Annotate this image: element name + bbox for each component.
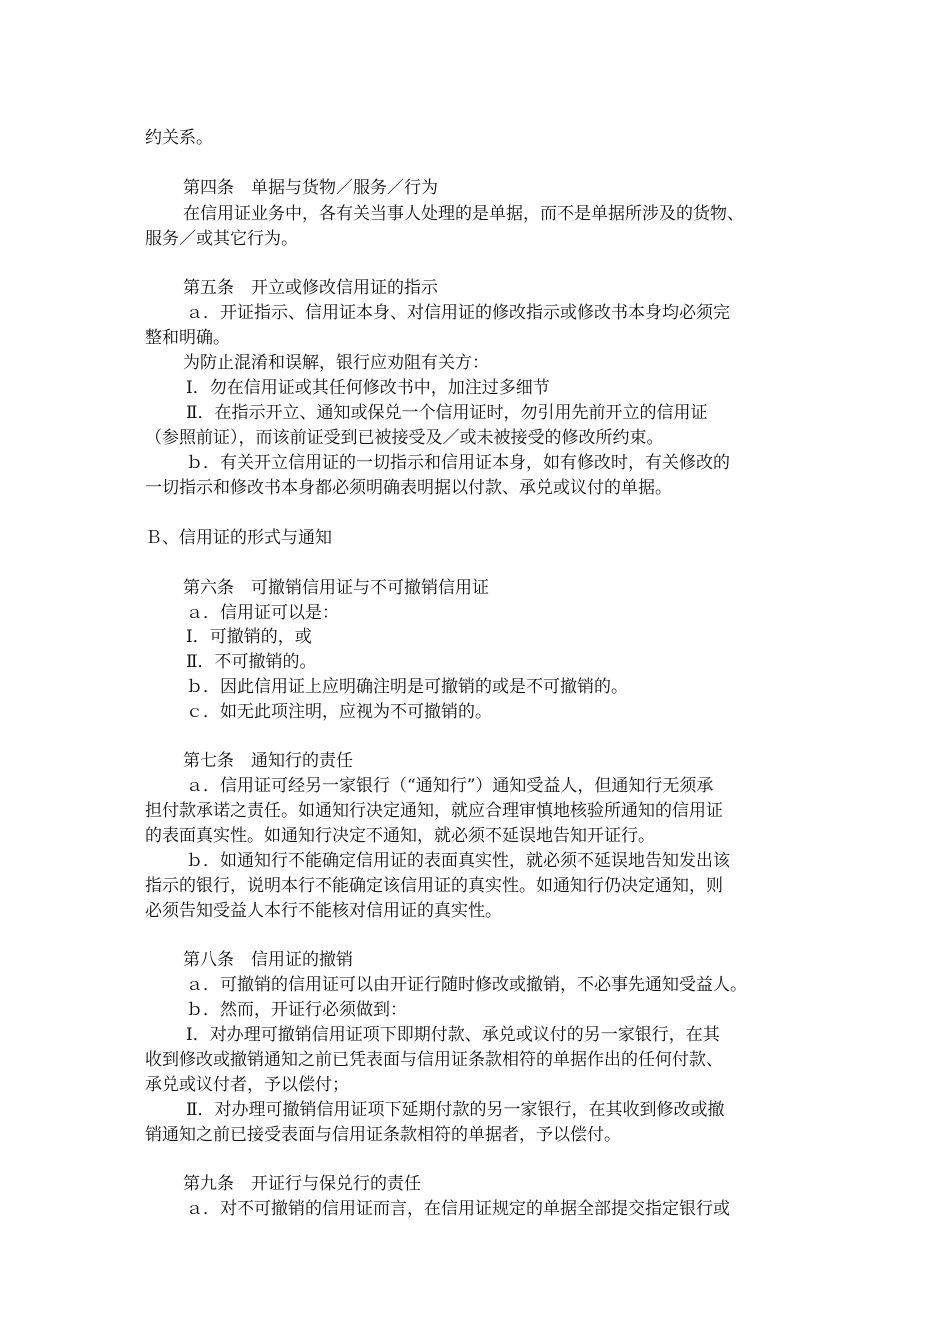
- text-line: 担付款承诺之责任。如通知行决定通知，就应合理审慎地核验所通知的信用证: [145, 801, 723, 821]
- text-line: ｂ．因此信用证上应明确注明是可撤销的或是不可撤销的。: [186, 677, 628, 697]
- text-line: 一切指示和修改书本身都必须明确表明据以付款、承兑或议付的单据。: [145, 478, 672, 498]
- text-line: Ⅰ．对办理可撤销信用证项下即期付款、承兑或议付的另一家银行，在其: [186, 1025, 720, 1045]
- text-line: Ⅱ．对办理可撤销信用证项下延期付款的另一家银行，在其收到修改或撤: [186, 1100, 725, 1120]
- article-heading: 第六条 可撤销信用证与不可撤销信用证: [183, 578, 489, 598]
- text-line: ａ．对不可撤销的信用证而言，在信用证规定的单据全部提交指定银行或: [186, 1199, 730, 1219]
- text-line: Ⅱ．不可撤销的。: [186, 652, 317, 672]
- article-heading: 第七条 通知行的责任: [183, 751, 353, 771]
- text-line: ｂ．有关开立信用证的一切指示和信用证本身，如有修改时，有关修改的: [186, 453, 730, 473]
- text-line: Ⅱ．在指示开立、通知或保兑一个信用证时，勿引用先前开立的信用证: [186, 403, 708, 423]
- text-line: ａ．可撤销的信用证可以由开证行随时修改或撤销，不必事先通知受益人。: [186, 975, 747, 995]
- text-line: ｃ．如无此项注明，应视为不可撤销的。: [186, 702, 492, 722]
- text-line: Ⅰ．可撤销的，或: [186, 627, 312, 647]
- text-line: ｂ．然而，开证行必须做到：: [186, 1000, 407, 1020]
- text-line: 为防止混淆和误解，银行应劝阻有关方：: [183, 353, 489, 373]
- text-line: 指示的银行，说明本行不能确定该信用证的真实性。如通知行仍决定通知，则: [145, 876, 723, 896]
- text-line: 约关系。: [145, 128, 213, 148]
- text-line: 必须告知受益人本行不能核对信用证的真实性。: [145, 901, 502, 921]
- text-line: 承兑或议付者，予以偿付；: [145, 1075, 349, 1095]
- text-line: ｂ．如通知行不能确定信用证的表面真实性，就必须不延误地告知发出该: [186, 851, 730, 871]
- text-line: 的表面真实性。如通知行决定不通知，就必须不延误地告知开证行。: [145, 826, 655, 846]
- text-line: Ⅰ．勿在信用证或其任何修改书中，加注过多细节: [186, 378, 550, 398]
- section-heading: Ｂ、信用证的形式与通知: [145, 528, 332, 548]
- text-line: ａ．信用证可经另一家银行（“通知行”）通知受益人，但通知行无须承: [186, 776, 714, 796]
- article-heading: 第四条 单据与货物／服务／行为: [183, 178, 438, 198]
- article-heading: 第五条 开立或修改信用证的指示: [183, 278, 438, 298]
- text-line: （参照前证），而该前证受到已被接受及／或未被接受的修改所约束。: [145, 428, 664, 448]
- article-heading: 第八条 信用证的撤销: [183, 950, 353, 970]
- text-line: 整和明确。: [145, 328, 230, 348]
- article-heading: 第九条 开证行与保兑行的责任: [183, 1174, 421, 1194]
- text-line: ａ．开证指示、信用证本身、对信用证的修改指示或修改书本身均必须完: [186, 303, 730, 323]
- text-line: 在信用证业务中，各有关当事人处理的是单据，而不是单据所涉及的货物、: [183, 204, 744, 224]
- text-line: 收到修改或撤销通知之前已凭表面与信用证条款相符的单据作出的任何付款、: [145, 1050, 723, 1070]
- text-line: ａ．信用证可以是：: [186, 603, 339, 623]
- text-line: 销通知之前已接受表面与信用证条款相符的单据者，予以偿付。: [145, 1125, 621, 1145]
- text-line: 服务／或其它行为。: [145, 229, 298, 249]
